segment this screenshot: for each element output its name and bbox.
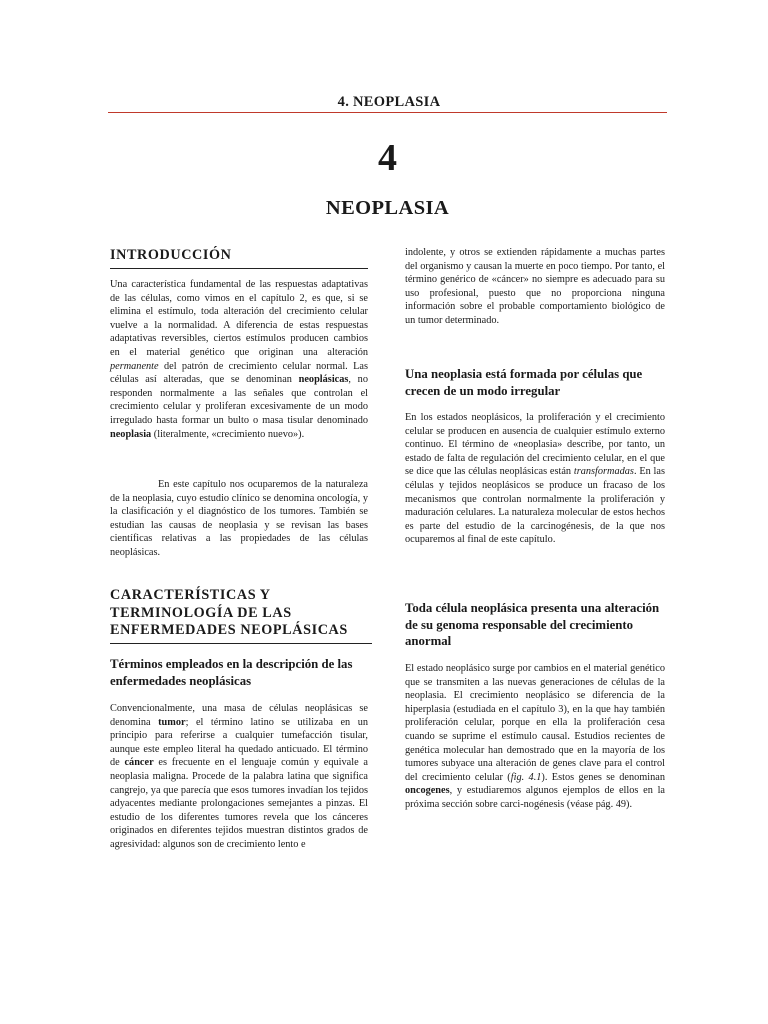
intro-section	[110, 247, 368, 269]
intro-heading: INTRODUCCIÓN	[110, 247, 368, 269]
text: es frecuente en el lenguaje común y equivale a neoplasia maligna. Procede de la palabra latina que significa cangrejo, ya que parecía que esos tumores invadían los tejidos adyacentes mediante prolongaciones semejantes a pinzas. El estudio de los diferentes tumores revela que los cánceres originados en diferentes tejidos muestran distintos grados de agresividad: algunos son de crecimiento lento e	[110, 757, 368, 850]
genome-paragraph	[405, 662, 665, 812]
text: del patrón de crecimiento celular normal. Las células así alteradas, que se denominan	[110, 360, 368, 386]
header-rule	[108, 112, 667, 113]
term-bold: neoplásicas	[298, 374, 349, 386]
term-bold: neoplasia	[110, 428, 152, 440]
subsection-heading: Una neoplasia está formada por células que crecen de un modo irregular	[405, 367, 643, 398]
terms-subsection	[110, 656, 368, 689]
emphasis: permanente	[110, 360, 159, 372]
continued-paragraph	[405, 246, 665, 328]
text: , y estudiaremos algunos ejemplos de ellos en la próxima sección sobre carci-nogénesis (véase pág. 49).	[405, 785, 665, 810]
text: El estado neoplásico surge por cambios en el material genético que se transmiten a las nuevas generaciones de células de la neoplasia. El crecimiento neoplásico se diferencia de la hiperplasia (estudiada en el capítulo 3), en la que hay también proliferación celular, porque en ella la proliferación cesa cuando se suprime el estímulo causal. Estudios recientes de genética molecular han demostrado que en la mayoría de los tumores subyace una alteración de genes clave para el control del crecimiento celular (	[405, 663, 665, 783]
figure-reference: fig. 4.1	[510, 771, 542, 783]
text: ). Estos genes se denominan	[541, 771, 665, 783]
text: Convencionalmente, una masa de células neoplásicas se denomina	[110, 703, 368, 728]
running-header	[108, 93, 670, 111]
text: Una característica fundamental de las respuestas adaptativas de las células, como vimos en el capítulo 2, es que, si se elimina el estímulo, toda alteración del crecimiento celular vuelve a la normalidad. A diferencia de estas respuestas adaptativas reversibles, ciertos estímulos producen cambios en el material genético que originan una alteración	[110, 279, 368, 358]
paragraph-text: En este capítulo nos ocuparemos de la naturaleza de la neoplasia, cuyo estudio clínico se denomina oncología, y la clasificación y el diagnóstico de los tumores. También se estudian las causas de neoplasia y se revisan las bases científicas relativas a las propiedades de las células neoplásicas.	[110, 479, 368, 558]
intro-paragraph-2	[110, 478, 368, 560]
subsection-heading: Términos empleados en la descripción de las enfermedades neoplásicas	[110, 657, 353, 688]
intro-paragraph-1	[110, 278, 368, 441]
term-bold: cáncer	[124, 757, 154, 769]
text: En los estados neoplásicos, la proliferación y el crecimiento celular se producen en ausencia de cualquier estímulo externo continuo. El término de «neoplasia» describe, por tanto, un estado de falta de regulación del crecimiento celular, en el que se dice que las células neoplásicas están	[405, 412, 665, 478]
text: ; el término latino se utilizaba en un principio para referirse a cualquier tumefacción tisular, aunque este empleo literal ha quedado anticuado. El término de	[110, 716, 368, 769]
subsection-heading: Toda célula neoplásica presenta una alteración de su genoma responsable del crecimiento anormal	[405, 601, 660, 648]
text: , no responden normalmente a las señales que controlan el crecimiento celular y proliferan excesivamente de un modo irregulado hasta formar un bulto o masa tisular denominado	[110, 374, 368, 426]
chapter-title: NEOPLASIA	[325, 197, 450, 219]
running-title: 4. NEOPLASIA	[337, 94, 441, 110]
chapter-number: 4	[378, 137, 397, 179]
text: (literalmente, «crecimiento nuevo»).	[151, 428, 305, 440]
terms-paragraph	[110, 702, 368, 852]
text: . En las células y tejidos neoplásicos se produce un fracaso de los mecanismos que controlan normalmente la proliferación y maduración celulares. La naturaleza molecular de estos hechos es parte del estudio de la carcinogénesis, de la que nos ocuparemos al final de este capítulo.	[405, 466, 665, 546]
paragraph-text: indolente, y otros se extienden rápidamente a muchas partes del organismo y causan la muerte en poco tiempo. Por tanto, el término genérico de «cáncer» no siempre es adecuado para su uso profesional, puesto que no proporciona ninguna información sobre el probable comportamiento biológico de un tumor determinado.	[405, 247, 665, 326]
genome-subsection	[405, 600, 665, 650]
emphasis: transformadas	[573, 466, 634, 478]
term-bold: tumor	[158, 716, 186, 728]
irregular-growth-paragraph	[405, 411, 665, 547]
irregular-growth-subsection	[405, 366, 665, 399]
term-bold: oncogenes	[405, 785, 450, 797]
section-heading: CARACTERÍSTICAS Y TERMINOLOGÍA DE LAS ENFERMEDADES NEOPLÁSICAS	[110, 587, 372, 644]
characteristics-section	[110, 587, 368, 644]
